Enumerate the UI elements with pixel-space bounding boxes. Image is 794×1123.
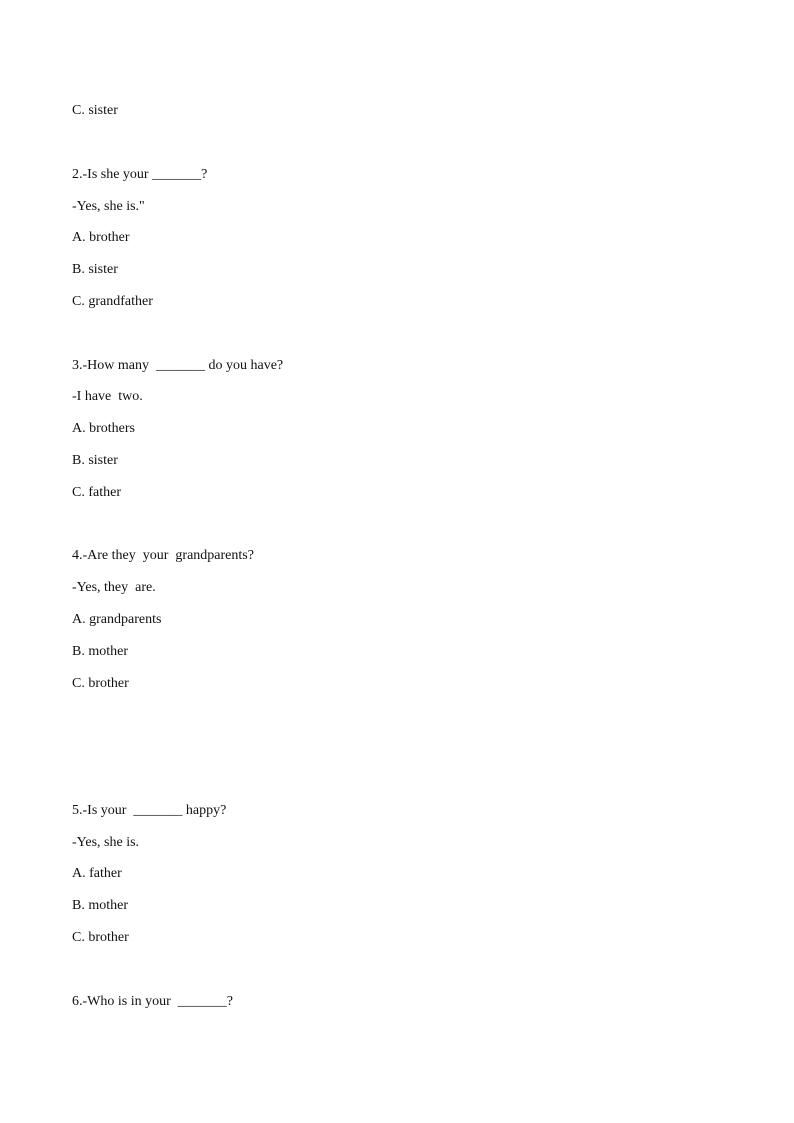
option-c-q4: C. brother <box>72 676 129 691</box>
answer-5: -Yes, she is. <box>72 835 140 850</box>
question-5: 5.-Is your _______ happy? <box>72 803 227 818</box>
answer-2: -Yes, she is." <box>72 199 145 214</box>
question-3: 3.-How many _______ do you have? <box>72 358 284 373</box>
answer-4: -Yes, they are. <box>72 580 156 595</box>
question-4: 4.-Are they your grandparents? <box>72 548 254 563</box>
option-b-q4: B. mother <box>72 644 128 659</box>
option-c-q3: C. father <box>72 485 121 500</box>
option-a-q5: A. father <box>72 866 122 881</box>
question-6: 6.-Who is in your _______? <box>72 994 233 1009</box>
option-b-q3: B. sister <box>72 453 118 468</box>
question-2: 2.-Is she your _______? <box>72 167 208 182</box>
option-b-q5: B. mother <box>72 898 128 913</box>
option-a-q3: A. brothers <box>72 421 135 436</box>
option-c-q1: C. sister <box>72 103 118 118</box>
option-b-q2: B. sister <box>72 262 118 277</box>
option-c-q5: C. brother <box>72 930 129 945</box>
answer-3: -I have two. <box>72 389 143 404</box>
option-a-q2: A. brother <box>72 230 130 245</box>
option-c-q2: C. grandfather <box>72 294 153 309</box>
option-a-q4: A. grandparents <box>72 612 162 627</box>
